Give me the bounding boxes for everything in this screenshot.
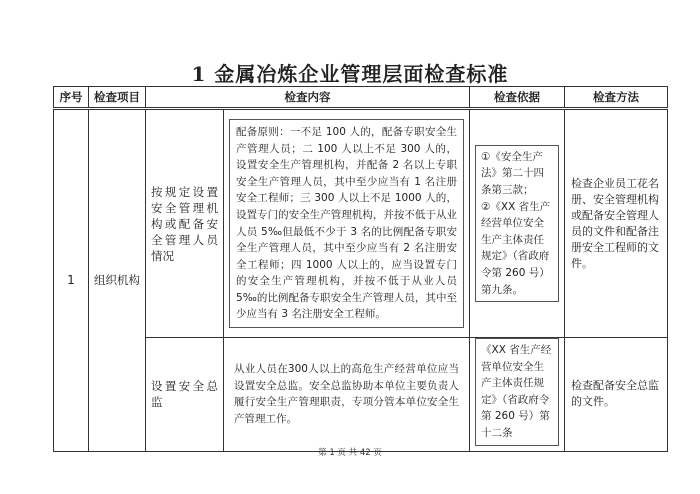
check-method: 检查企业员工花名册、安全管理机构或配备安全管理人员的文件和配备注册安全工程师的文件。 — [565, 109, 668, 338]
check-content: 配备原则：一不足 100 人的，配备专职安全生产管理人员；二 100 人以上不足 300 人的，设置安全生产管理机构，并配备 2 名以上专职安全生产管理人员，其中至少应当有 1 名注册安全工程师；三 300 人以上不足 1000 人的，设置专门的安全生产管理机构，并按不低于从业人员 5‰但最低不少于 3 名的比例配备专职安全生产管理人员，其中至少应当有 2 名注册安全工程师；四 1000 人以上的，应当设置专门的安全生产管理机构，并按不低于从业人员 5‰的比例配备专职安全生产管理人员，其中至少应当有 3 名注册安全工程师。 — [229, 119, 464, 328]
inspection-table — [53, 86, 668, 452]
check-basis-cell — [470, 338, 565, 452]
header-content: 检查内容 — [146, 87, 470, 109]
check-item: 按规定设置安全管理机构或配备安全管理人员情况 — [146, 109, 224, 338]
check-method: 检查配备安全总监的文件。 — [565, 338, 668, 452]
check-basis: 《XX 省生产经营单位安全生产主体责任规定》（省政府令第 260 号）第十二条 — [475, 338, 559, 446]
table-row — [54, 338, 668, 452]
page-title: 1 金属冶炼企业管理层面检查标准 — [191, 62, 509, 86]
check-basis-cell — [470, 109, 565, 338]
check-basis: ①《安全生产法》第二十四条第三款； ②《XX 省生产经营单位安全生产主体责任规定》（省政府令第 260 号）第九条。 — [475, 145, 559, 302]
check-content-cell — [224, 109, 470, 338]
table-header-row — [54, 87, 668, 109]
row-project: 组织机构 — [89, 109, 146, 452]
check-content-cell — [224, 338, 470, 452]
check-content: 从业人员在300人以上的高危生产经营单位应当设置安全总监。安全总监协助本单位主要负责人履行安全生产管理职责，专项分管本单位安全生产管理工作。 — [234, 363, 459, 425]
header-no: 序号 — [54, 87, 89, 109]
check-item: 设置安全总监 — [146, 338, 224, 452]
header-method: 检查方法 — [565, 87, 668, 109]
table-row — [54, 109, 668, 338]
header-basis: 检查依据 — [470, 87, 565, 109]
header-project: 检查项目 — [89, 87, 146, 109]
row-number: 1 — [54, 109, 89, 452]
page-footer: 第 1 页 共 42 页 — [318, 448, 382, 458]
